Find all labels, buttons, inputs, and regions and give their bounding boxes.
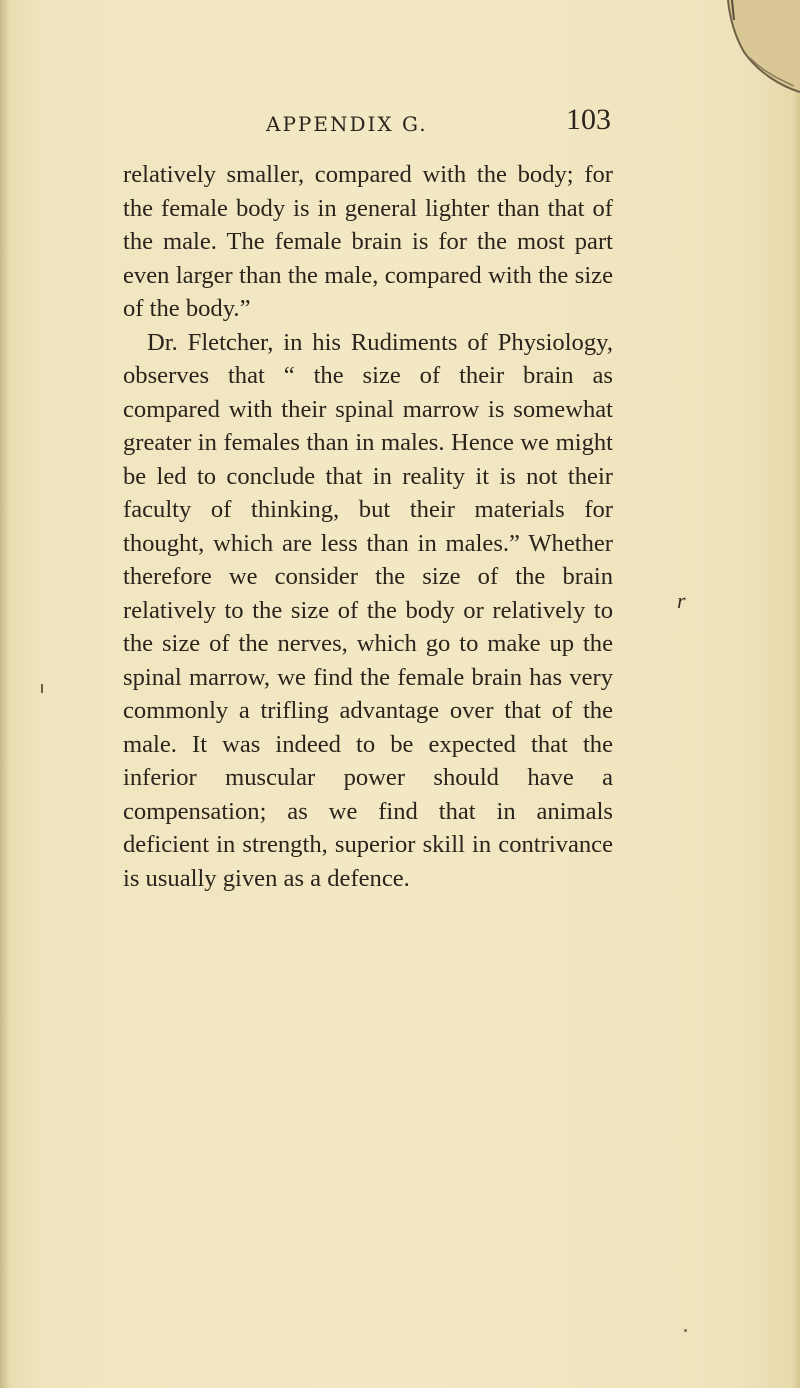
margin-tick — [41, 684, 43, 693]
body-text — [123, 158, 613, 895]
paragraph-1: relatively smaller, compared with the body; for the female body is in general lighter than that of the male. The female brain is for the most part even larger than the male, compared with the size of the body.” — [123, 161, 613, 322]
margin-mark: r — [677, 588, 686, 613]
page-edge — [792, 0, 800, 1388]
spine-shadow — [0, 0, 10, 1388]
margin-dot — [684, 1329, 687, 1332]
paragraph-2: Dr. Fletcher, in his Rudiments of Physiology, observes that “ the size of their brain as compared with their spinal marrow is somewhat greater in females than in males. Hence we might be led to conclude that in reality it is not their faculty of thinking, but their materials for thought, which are less than in males.” Whether therefore we consider the size of the brain relatively to the size of the body or relatively to the size of the nerves, which go to make up the spinal marrow, we find the female brain has very commonly a trifling advantage over that of the male. It was indeed to be expected that the inferior muscular power should have a compensation; as we find that in animals deficient in strength, superior skill in contrivance is usually given as a defence. — [123, 328, 613, 892]
running-head: APPENDIX G. — [266, 112, 428, 136]
page-number: 103 — [566, 103, 611, 136]
folded-corner-icon — [710, 0, 800, 110]
